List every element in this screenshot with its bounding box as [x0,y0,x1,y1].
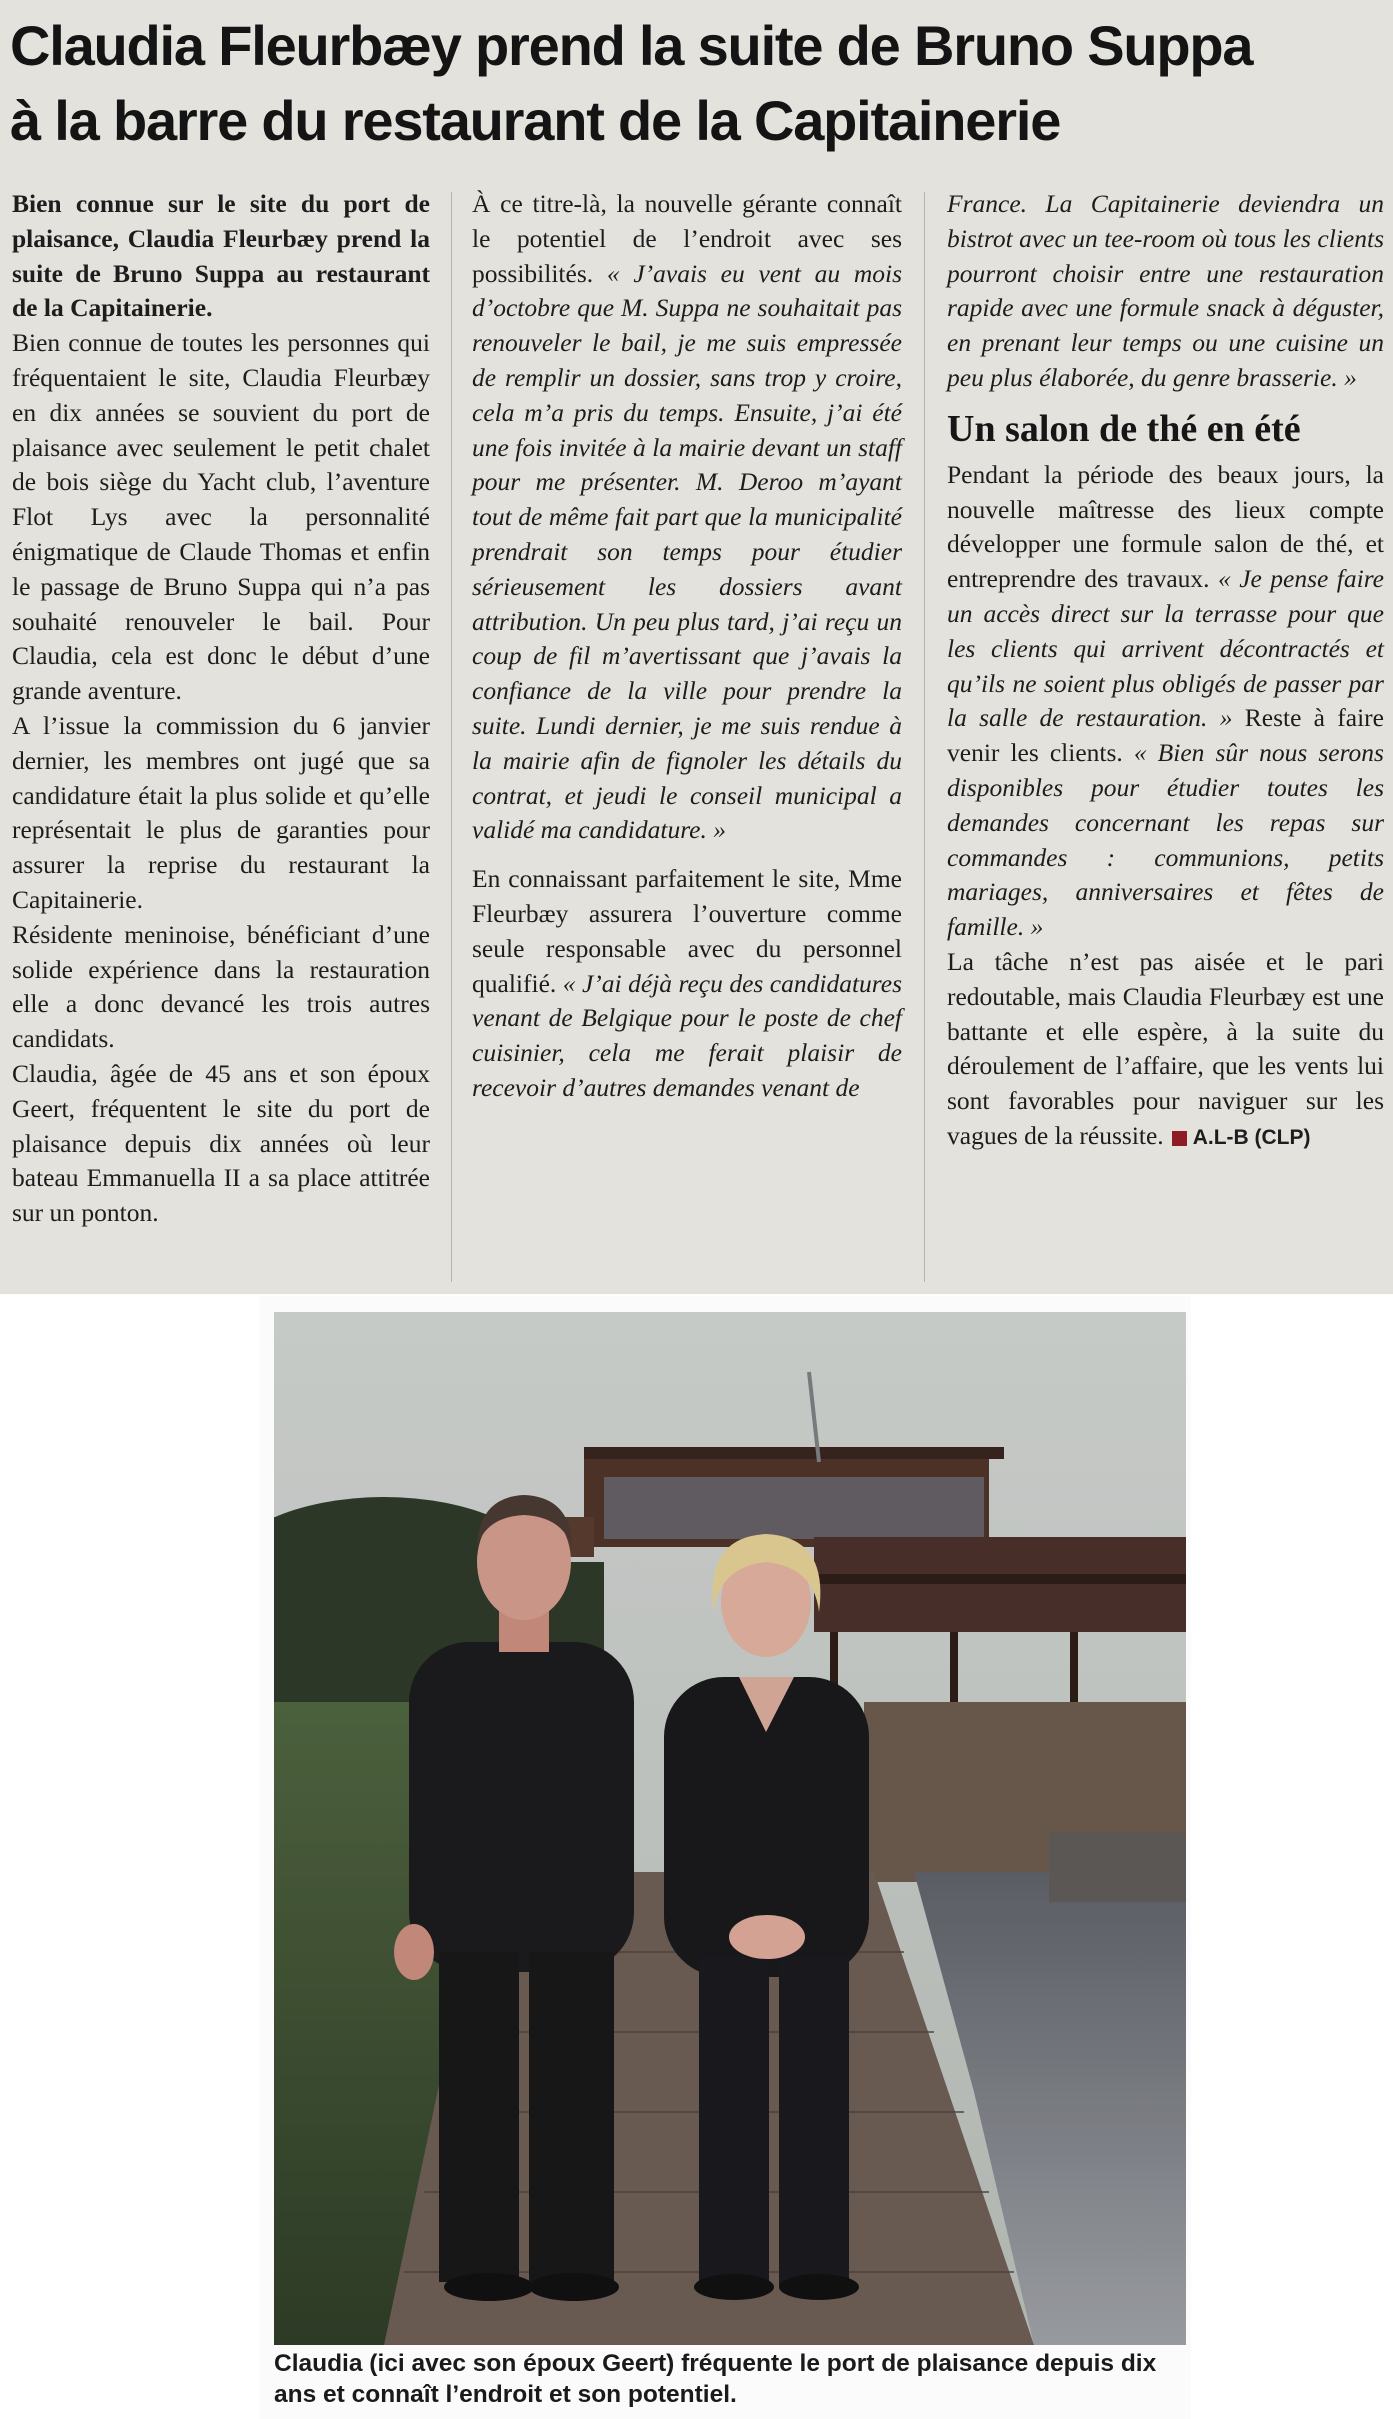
paragraph-text: À ce titre-là, la nouvelle gérante connaît le potentiel de l’endroit avec ses possibilités. [472,189,902,288]
paragraph-text: Reste à faire venir les clients. [947,703,1384,768]
headline [10,8,1385,158]
paragraph-text: La tâche n’est pas aisée et le pari redoutable, mais Claudia Fleurbæy est une battante et elle espère, à la suite du déroulement de l’affaire, que les vents lui sont favorables pour naviguer sur les vagues de la réussite. [947,946,1384,1150]
headline-line-2: à la barre du restaurant de la Capitainerie [10,89,1061,152]
article-column-3 [947,187,1384,1156]
lead-paragraph: Bien connue sur le site du port de plaisance, Claudia Fleurbæy prend la suite de Bruno Suppa au restaurant de la Capitainerie. [12,189,430,323]
column-rule [924,192,925,1282]
paragraph-text: En connaissant parfaitement le site, Mme Fleurbæy assurera l’ouverture comme seule responsable avec du personnel qualifié. [472,864,902,998]
article-photo [274,1312,1186,2345]
body-paragraph: A l’issue la commission du 6 janvier dernier, les membres ont jugé que sa candidature était la plus solide et qu’elle représentait le plus de garanties pour assurer la reprise du restaurant la Capitainerie. [12,710,430,914]
quote-text: « J’avais eu vent au mois d’octobre que M. Suppa ne souhaitait pas renouveler le bail, je me suis empressée de remplir un dossier, sans trop y croire, cela m’a pris du temps. Ensuite, j’ai été une fois invitée à la mairie devant un staff pour me présenter. M. Deroo m’ayant tout de même fait part que la municipalité prendrait son temps pour étudier sérieusement les dossiers avant attribution. Un peu plus tard, j’ai reçu un coup de fil m’avertissant que j’avais la confiance de la ville pour prendre la suite. Lundi dernier, je me suis rendue à la mairie afin de fignoler les détails du contrat, et jeudi le conseil municipal a validé ma candidature. » [472,258,902,845]
quote-text: « Bien sûr nous serons disponibles pour étudier toutes les demandes concernant les repas sur commandes : communions, petits mariages, anniversaires et fêtes de famille. » [947,738,1384,942]
column-rule [451,192,452,1282]
photo-illustration [274,1312,1186,2345]
body-paragraph: Bien connue de toutes les personnes qui fréquentaient le site, Claudia Fleurbæy en dix années se souvient du port de plaisance avec seulement le petit chalet de bois siège du Yacht club, l’aventure Flot Lys avec la personnalité énigmatique de Claude Thomas et enfin le passage de Bruno Suppa qui n’a pas souhaité renouveler le bail. Pour Claudia, cela est donc le début d’une grande aventure. [12,328,430,706]
signature-square-icon [1172,1131,1187,1146]
photo-caption: Claudia (ici avec son époux Geert) fréquente le port de plaisance depuis dix ans et connaît l’endroit et son potentiel. [274,2350,1157,2408]
body-paragraph [472,862,902,1106]
quote-paragraph: France. La Capitainerie deviendra un bistrot avec un tee-room où tous les clients pourront choisir entre une restauration rapide avec une formule snack à déguster, en prenant leur temps ou une cuisine un peu plus élaborée, du genre brasserie. » [947,189,1384,392]
body-paragraph: Résidente meninoise, bénéficiant d’une solide expérience dans la restauration elle a donc devancé les trois autres candidats. [12,919,430,1054]
quote-text: « J’ai déjà reçu des candidatures venant de Belgique pour le poste de chef cuisinier, cela me ferait plaisir de recevoir d’autres demandes venant de [472,968,903,1102]
author-signature: A.L-B (CLP) [1192,1125,1311,1149]
headline-line-1: Claudia Fleurbæy prend la suite de Bruno Suppa [10,14,1253,77]
quote-text: « Je pense faire un accès direct sur la terrasse pour que les clients qui arrivent décontractés et qu’ils ne soient plus obligés de passer par la salle de restauration. » [947,564,1385,733]
section-subheading: Un salon de thé en été [947,407,1301,450]
article-column-2 [472,187,902,1106]
article-column-1 [12,187,430,1231]
body-paragraph [947,945,1384,1156]
paragraph-text: Pendant la période des beaux jours, la nouvelle maîtresse des lieux compte développer une formule salon de thé, et entreprendre des travaux. [947,459,1384,594]
body-paragraph [472,187,902,848]
body-paragraph: Claudia, âgée de 45 ans et son époux Geert, fréquentent le site du port de plaisance depuis dix années où leur bateau Emmanuella II a sa place attitrée sur un ponton. [12,1058,430,1228]
body-paragraph [947,458,1384,945]
